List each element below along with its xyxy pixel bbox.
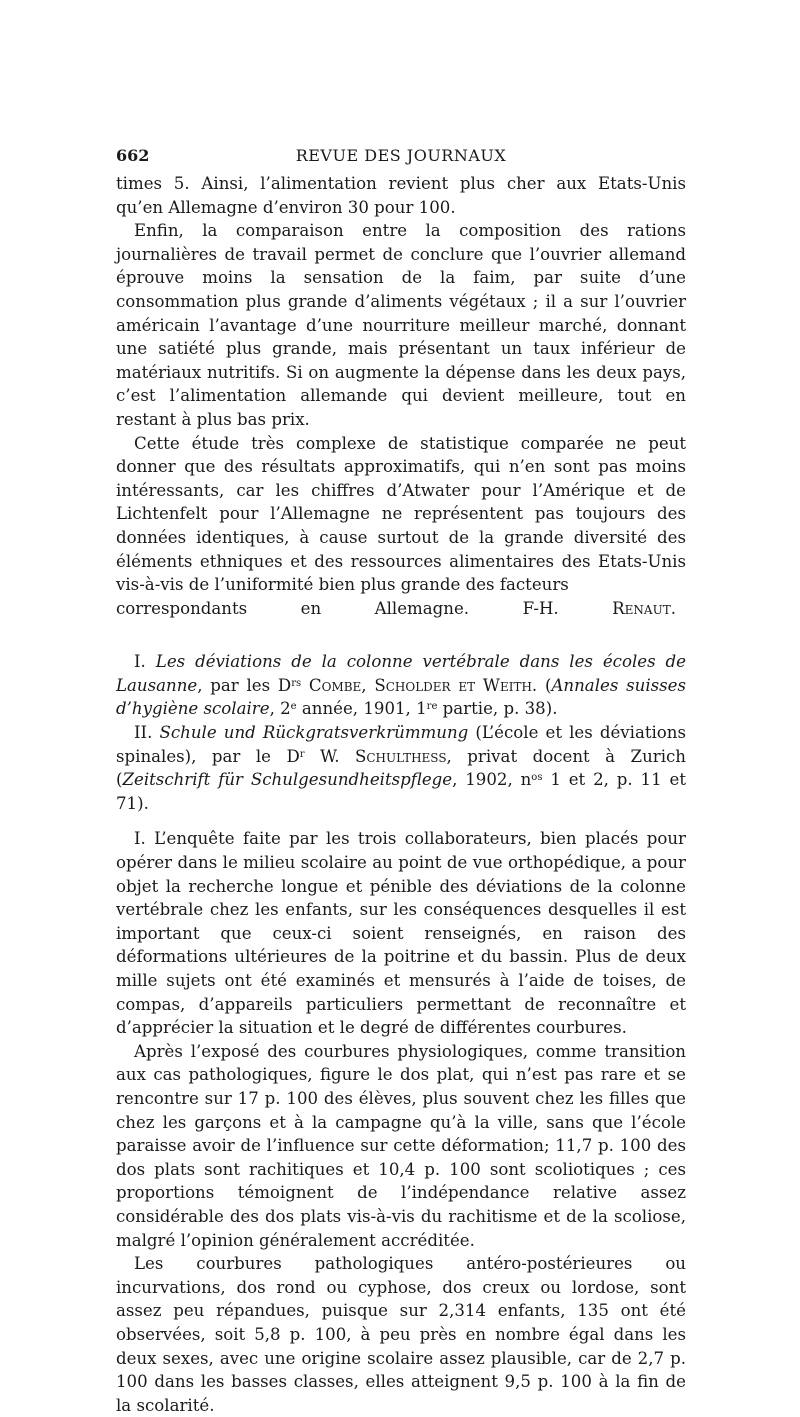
reference-authors: Combe, Scholder et Weith. <box>308 675 538 695</box>
article-renaut <box>116 172 686 620</box>
closing-text: correspondants en Allemagne. <box>116 598 470 618</box>
paragraph: I. L’enquête faite par les trois collaborateurs, bien placés pour opérer dans le milieu scolaire au point de vue orthopédique, a pour objet la recherche longue et pénible des déviations de la colonne vertébrale chez les enfants, sur les conséquences desquelles il est important que ceux-ci soient renseignés, en raison des déformations ultérieures de la poitrine et du bassin. Plus de deux mille sujets ont été examinés et mensurés à l’aide de toises, de compas, d’appareils particuliers permettant de reconnaître et d’apprécier la situation et le degré de différentes courbures. <box>116 829 686 1038</box>
paragraph: Cette étude très complexe de statistique comparée ne peut donner que des résultats approximatifs, qui n’en sont pas moins intéressants, car les chiffres d’Atwater pour l’Amérique et de Lichtenfelt pour l’Allemagne ne représentent pas toujours des données identiques, à cause surtout de la grande diversité des éléments ethniques et des ressources alimentaires des Etats-Unis vis-à-vis de l’uniformité bien plus grande des facteurs <box>116 433 686 595</box>
paragraph-closing-line <box>116 597 686 621</box>
running-header <box>116 146 686 168</box>
section-spacer <box>116 620 686 650</box>
reference-title: Les déviations de la colonne vertébrale dans les écoles de Lausanne <box>116 652 687 695</box>
paragraph: Les courbures pathologiques antéro-postérieures ou incurvations, dos rond ou cyphose, dos creux ou lordose, sont assez peu répandues, puisque sur 2,314 enfants, 135 ont été observées, soit 5,8 p. 100, à peu près en nombre égal dans les deux sexes, avec une origine scolaire assez plausible, car de 2,7 p. 100 dans les basses classes, elles atteignent 9,5 p. 100 à la fin de la scolarité. <box>116 1254 686 1415</box>
reference-1: I. Les déviations de la colonne vertébrale dans les écoles de Lausanne, par les $D^{rs}$ Combe, Scholder et Weith. (Annales suisses d’hygiène scolaire, 2e année, 1901, 1re partie, p. 38). <box>116 652 687 719</box>
paragraph: Enfin, la comparaison entre la composition des rations journalières de travail permet de conclure que l’ouvrier allemand éprouve moins la sensation de la faim, par suite d’une consommation plus grande d’aliments végétaux ; il a sur l’ouvrier américain l’avantage d’une nourriture meilleur marché, donnant une satiété plus grande, mais présentant un taux inférieur de matériaux nutritifs. Si on augmente la dépense dans les deux pays, c’est l’alimentation allemande qui devient meilleure, tout en restant à plus bas prix. <box>116 221 686 429</box>
running-title: REVUE DES JOURNAUX <box>295 146 507 165</box>
reference-authors: W. Schulthess <box>320 746 447 766</box>
reference-2: II. Schule und Rückgratsverkrümmung (L’école et les déviations spinales), par le $D^r$ W. Schulthess, privat docent à Zurich (Zeitschrift für Schulgesundheitspflege, 1902, $n^{os}$ 1 et 2, p. 11 et 71). <box>116 723 687 813</box>
page-number: 662 <box>116 146 150 165</box>
article-deviations <box>116 827 686 1417</box>
paragraph: times 5. Ainsi, l’alimentation revient plus cher aux Etats-Unis qu’en Allemagne d’environ 30 pour 100. <box>116 174 686 217</box>
paragraph: Après l’exposé des courbures physiologiques, comme transition aux cas pathologiques, figure le dos plat, qui n’est pas rare et se rencontre sur 17 p. 100 des élèves, plus souvent chez les filles que chez les garçons et à la campagne qu’à la ville, sans que l’école paraisse avoir de l’influence sur cette déformation; 11,7 p. 100 des dos plats sont rachitiques et 10,4 p. 100 sont scoliotiques ; ces proportions témoignent de l’indépendance relative assez considérable des dos plats vis-à-vis du rachitisme et de la scoliose, malgré l’opinion généralement accréditée. <box>116 1041 686 1250</box>
author-signature: F-H. Renaut. <box>522 598 676 618</box>
bibliographic-references <box>116 650 686 815</box>
section-spacer <box>116 815 686 827</box>
reference-journal: Zeitschrift für Schulgesundheitspflege <box>122 770 453 790</box>
document-page <box>116 146 686 1417</box>
reference-title: Schule und Rückgratsverkrümmung <box>159 723 469 743</box>
reference-journal: Annales suisses d’hygiène scolaire <box>116 675 686 719</box>
